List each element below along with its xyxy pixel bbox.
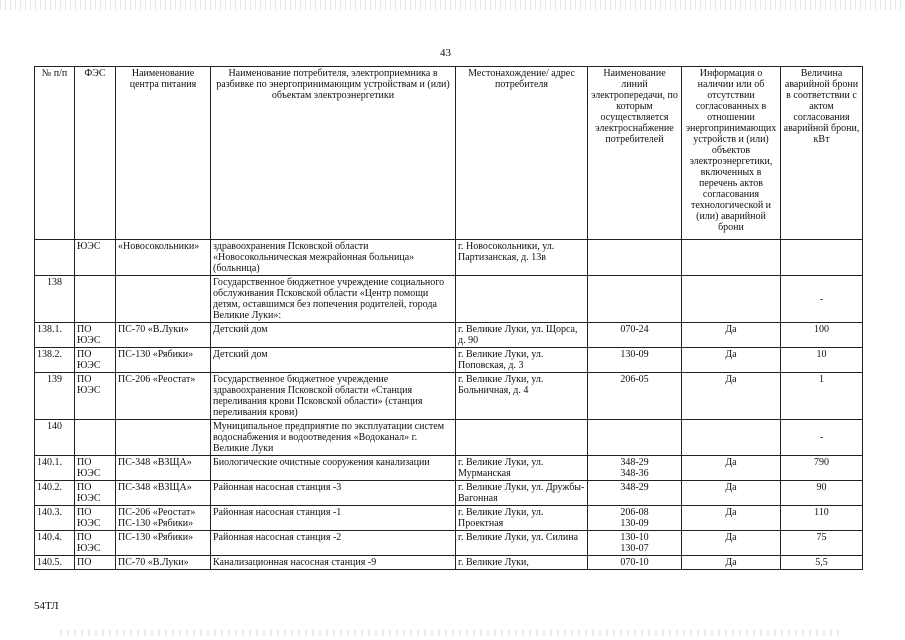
row-address	[456, 420, 588, 456]
row-address: г. Великие Луки,	[456, 556, 588, 570]
row-address: г. Великие Луки, ул. Щорса, д. 90	[456, 323, 588, 348]
row-consumer: Детский дом	[211, 323, 456, 348]
row-number: 140.4.	[35, 531, 75, 556]
row-power-lines	[588, 420, 682, 456]
row-agreement-info: Да	[682, 456, 781, 481]
row-power-center: ПС-206 «Реостат» ПС-130 «Рябики»	[116, 506, 211, 531]
row-fes	[75, 276, 116, 323]
row-address: г. Великие Луки, ул. Дружбы-Вагонная	[456, 481, 588, 506]
header-number: № п/п	[35, 67, 75, 240]
header-power-center: Наименование центра питания	[116, 67, 211, 240]
header-reserve-value: Величина аварийной брони в соответствии с актом согласования аварийной брони, кВт	[781, 67, 863, 240]
row-agreement-info	[682, 240, 781, 276]
row-reserve-value: 75	[781, 531, 863, 556]
row-power-lines: 130-10 130-07	[588, 531, 682, 556]
row-power-lines: 130-09	[588, 348, 682, 373]
row-fes: ПО	[75, 556, 116, 570]
row-power-lines: 206-05	[588, 373, 682, 420]
row-agreement-info: Да	[682, 481, 781, 506]
row-consumer: Районная насосная станция -2	[211, 531, 456, 556]
row-power-lines	[588, 276, 682, 323]
table-row	[35, 456, 863, 481]
emergency-reserve-table	[34, 66, 863, 570]
header-fes: ФЭС	[75, 67, 116, 240]
table-row	[35, 373, 863, 420]
row-consumer: Канализационная насосная станция -9	[211, 556, 456, 570]
row-consumer: Биологические очистные сооружения канализации	[211, 456, 456, 481]
row-agreement-info: Да	[682, 373, 781, 420]
row-address: г. Великие Луки, ул. Проектная	[456, 506, 588, 531]
row-address: г. Великие Луки, ул. Силина	[456, 531, 588, 556]
table-row	[35, 348, 863, 373]
row-reserve-value: 90	[781, 481, 863, 506]
row-consumer: Государственное бюджетное учреждение социального обслуживания Псковской области «Центр помощи детям, оставшимся без попечения родителей, города Великие Луки»:	[211, 276, 456, 323]
row-consumer: здравоохранения Псковской области «Новосокольническая межрайонная больница» (больница)	[211, 240, 456, 276]
header-consumer: Наименование потребителя, электроприемника в разбивке по энергопринимающим устройствам и (или) объектам электроэнергетики	[211, 67, 456, 240]
row-agreement-info: Да	[682, 556, 781, 570]
row-power-center: «Новосокольники»	[116, 240, 211, 276]
row-number: 139	[35, 373, 75, 420]
row-power-center	[116, 420, 211, 456]
row-number	[35, 240, 75, 276]
header-address: Местонахождение/ адрес потребителя	[456, 67, 588, 240]
row-power-center: ПС-206 «Реостат»	[116, 373, 211, 420]
footer-code: 54ТЛ	[34, 600, 59, 612]
row-address: г. Великие Луки, ул. Поповская, д. 3	[456, 348, 588, 373]
row-number: 140.5.	[35, 556, 75, 570]
scan-noise-bottom	[60, 630, 840, 636]
row-consumer: Государственное бюджетное учреждение здравоохранения Псковской области «Станция переливания крови Псковской области» (станция переливания крови)	[211, 373, 456, 420]
table-row	[35, 276, 863, 323]
row-fes: ЮЭС	[75, 240, 116, 276]
row-power-lines: 070-10	[588, 556, 682, 570]
row-power-center: ПС-348 «ВЗЩА»	[116, 456, 211, 481]
row-fes	[75, 420, 116, 456]
row-fes: ПО ЮЭС	[75, 506, 116, 531]
row-reserve-value: -	[781, 420, 863, 456]
row-power-center: ПС-348 «ВЗЩА»	[116, 481, 211, 506]
scan-noise-top	[0, 0, 905, 10]
row-reserve-value: 1	[781, 373, 863, 420]
table-row	[35, 323, 863, 348]
row-agreement-info	[682, 420, 781, 456]
row-reserve-value	[781, 240, 863, 276]
row-agreement-info: Да	[682, 531, 781, 556]
row-consumer: Муниципальное предприятие по эксплуатации систем водоснабжения и водоотведения «Водоканал» г. Великие Луки	[211, 420, 456, 456]
row-fes: ПО ЮЭС	[75, 481, 116, 506]
table-header-row	[35, 67, 863, 240]
row-fes: ПО ЮЭС	[75, 456, 116, 481]
row-number: 138.1.	[35, 323, 75, 348]
row-consumer: Районная насосная станция -3	[211, 481, 456, 506]
row-power-center	[116, 276, 211, 323]
row-fes: ПО ЮЭС	[75, 373, 116, 420]
row-fes: ПО ЮЭС	[75, 348, 116, 373]
row-power-center: ПС-130 «Рябики»	[116, 348, 211, 373]
row-number: 140.1.	[35, 456, 75, 481]
row-power-center: ПС-130 «Рябики»	[116, 531, 211, 556]
row-power-lines: 206-08 130-09	[588, 506, 682, 531]
row-agreement-info: Да	[682, 348, 781, 373]
row-address: г. Великие Луки, ул. Больничная, д. 4	[456, 373, 588, 420]
row-reserve-value: 110	[781, 506, 863, 531]
table-row	[35, 556, 863, 570]
table-row	[35, 481, 863, 506]
row-consumer: Детский дом	[211, 348, 456, 373]
row-number: 140.2.	[35, 481, 75, 506]
row-reserve-value: 100	[781, 323, 863, 348]
table-row	[35, 240, 863, 276]
row-power-lines: 348-29 348-36	[588, 456, 682, 481]
row-address	[456, 276, 588, 323]
table-row	[35, 531, 863, 556]
row-power-lines: 070-24	[588, 323, 682, 348]
row-fes: ПО ЮЭС	[75, 323, 116, 348]
row-power-lines: 348-29	[588, 481, 682, 506]
row-fes: ПО ЮЭС	[75, 531, 116, 556]
row-power-center: ПС-70 «В.Луки»	[116, 556, 211, 570]
header-power-lines: Наименование линий электропередачи, по которым осуществляется электроснабжение потребителей	[588, 67, 682, 240]
row-reserve-value: 10	[781, 348, 863, 373]
row-number: 138.2.	[35, 348, 75, 373]
row-agreement-info	[682, 276, 781, 323]
row-power-center: ПС-70 «В.Луки»	[116, 323, 211, 348]
row-number: 140	[35, 420, 75, 456]
row-consumer: Районная насосная станция -1	[211, 506, 456, 531]
row-number: 138	[35, 276, 75, 323]
row-number: 140.3.	[35, 506, 75, 531]
page-number: 43	[440, 47, 451, 59]
row-reserve-value: 790	[781, 456, 863, 481]
row-agreement-info: Да	[682, 506, 781, 531]
row-address: г. Новосокольники, ул. Партизанская, д. 13в	[456, 240, 588, 276]
row-agreement-info: Да	[682, 323, 781, 348]
row-reserve-value: -	[781, 276, 863, 323]
header-agreement-info: Информация о наличии или об отсутствии согласованных в отношении энергопринимающих устройств и (или) объектов электроэнергетики, включенных в перечень актов согласования технологической и (или) аварийной брони	[682, 67, 781, 240]
row-power-lines	[588, 240, 682, 276]
table-row	[35, 420, 863, 456]
row-address: г. Великие Луки, ул. Мурманская	[456, 456, 588, 481]
table-row	[35, 506, 863, 531]
row-reserve-value: 5,5	[781, 556, 863, 570]
